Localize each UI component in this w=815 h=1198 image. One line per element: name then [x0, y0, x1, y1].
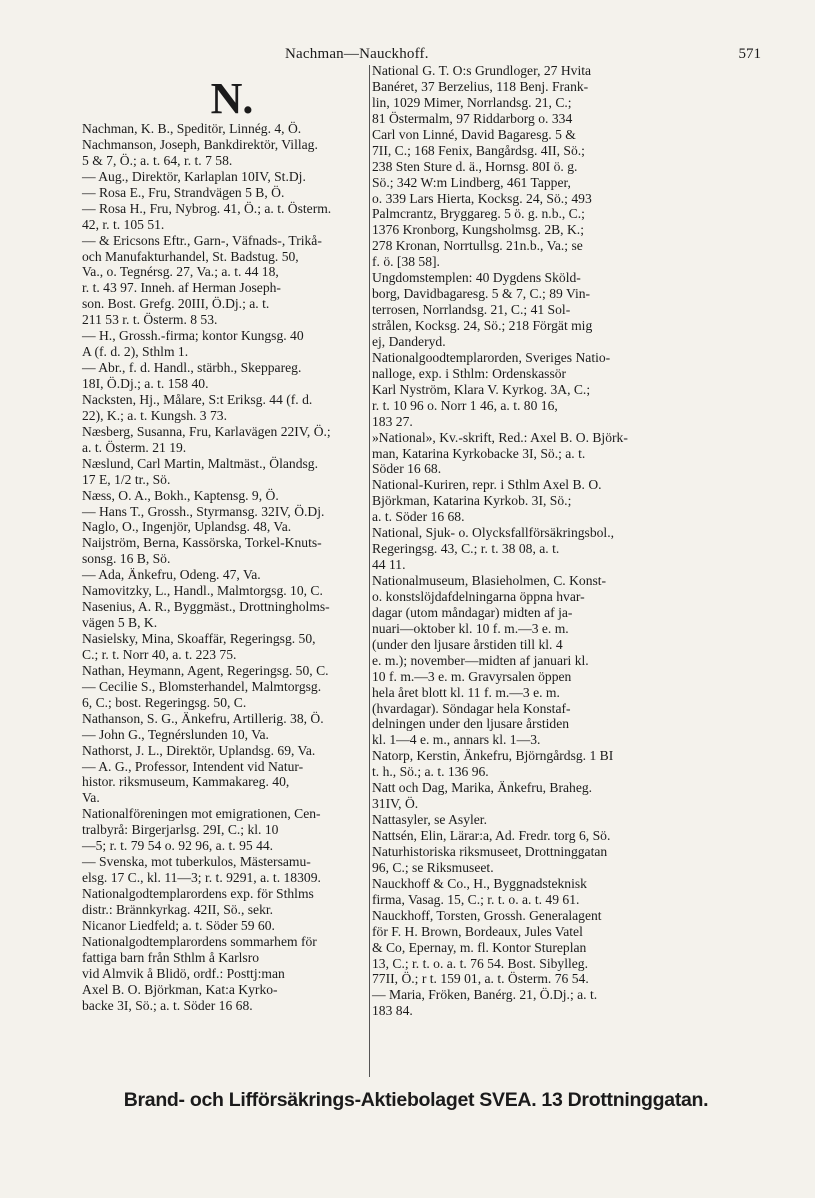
entry-line: Nauckhoff & Co., H., Byggnadsteknisk	[372, 875, 587, 891]
entry-line: Nauckhoff, Torsten, Grossh. Generalagent	[372, 907, 602, 923]
entry-line: (under den ljusare årstiden till kl. 4	[372, 636, 563, 652]
left-column	[82, 63, 370, 1014]
entry-line: Nationalgoodtemplarorden, Sveriges Natio-	[372, 349, 611, 365]
entry-line: — A. G., Professor, Intendent vid Natur-	[82, 758, 304, 774]
left-entries	[82, 121, 370, 1014]
entry-line: Natt och Dag, Marika, Änkefru, Braheg.	[372, 780, 593, 796]
entry-line: elsg. 17 C., kl. 11—3; r. t. 9291, a. t. 18309.	[82, 870, 321, 886]
entry-line: 183 84.	[372, 1003, 413, 1019]
entry-line: Næss, O. A., Bokh., Kaptensg. 9, Ö.	[82, 487, 279, 503]
entry-line: Nasielsky, Mina, Skoaffär, Regeringsg. 50,	[82, 631, 316, 646]
footer-advertisement: Brand- och Lifförsäkrings-Aktiebolaget SVEA. 13 Drottninggatan.	[123, 1089, 709, 1111]
entry-line: r. t. 10 96 o. Norr 1 46, a. t. 80 16,	[372, 397, 558, 413]
entry-line: borg, Davidbagaresg. 5 & 7, C.; 89 Vin-	[372, 286, 591, 302]
entry-line: A (f. d. 2), Sthlm 1.	[82, 344, 189, 360]
entry-line: Nathan, Heymann, Agent, Regeringsg. 50, C.	[82, 662, 329, 678]
entry-line: Björkman, Katarina Kyrkob. 3I, Sö.;	[372, 493, 572, 509]
entry-line: Nasenius, A. R., Byggmäst., Drottningholms-	[82, 599, 330, 615]
entry-line: — Hans T., Grossh., Styrmansg. 32IV, Ö.Dj.	[82, 503, 325, 519]
entry-line: 44 11.	[372, 557, 406, 573]
entry-line: Nattasyler, se Asyler.	[372, 812, 487, 828]
entry-line: a. t. Söder 16 68.	[372, 509, 465, 525]
entry-line: Söder 16 68.	[372, 461, 442, 477]
entry-line: strålen, Kocksg. 24, Sö.; 218 Förgät mig	[372, 318, 593, 333]
entry-line: Ungdomstemplen: 40 Dygdens Sköld-	[372, 270, 581, 286]
entry-line: — & Ericsons Eftr., Garn-, Väfnads-, Trikå-	[82, 232, 322, 248]
entry-line: terrosen, Norrlandsg. 21, C.; 41 Sol-	[372, 302, 571, 318]
entry-line: C.; r. t. Norr 40, a. t. 223 75.	[82, 646, 237, 662]
entry-line: 211 53 r. t. Österm. 8 53.	[82, 312, 218, 328]
entry-line: histor. riksmuseum, Kammakareg. 40,	[82, 774, 290, 790]
entry-line: 6, C.; bost. Regeringsg. 50, C.	[82, 694, 247, 710]
entry-line: ej, Danderyd.	[372, 333, 446, 349]
entry-line: (hvardagar). Söndagar hela Konstaf-	[372, 700, 571, 716]
entry-line: hela året blott kl. 11 f. m.—3 e. m.	[372, 684, 560, 700]
entry-line: Nathanson, S. G., Änkefru, Artillerig. 38, Ö.	[82, 710, 324, 726]
entry-line: e. m.); november—midten af januari kl.	[372, 652, 589, 668]
entry-line: 17 E, 1/2 tr., Sö.	[82, 471, 171, 487]
entry-line: Nachmanson, Joseph, Bankdirektör, Villag.	[82, 136, 318, 152]
entry-line: — Aug., Direktör, Karlaplan 10IV, St.Dj.	[82, 168, 306, 184]
entry-line: National G. T. O:s Grundloger, 27 Hvita	[372, 63, 592, 78]
entry-line: Næsberg, Susanna, Fru, Karlavägen 22IV, Ö.;	[82, 423, 331, 439]
entry-line: Nicanor Liedfeld; a. t. Söder 59 60.	[82, 917, 275, 933]
running-head: Nachman—Nauckhoff.	[285, 46, 429, 62]
entry-line: Nationalföreningen mot emigrationen, Cen-	[82, 806, 321, 822]
entry-line: 96, C.; se Riksmuseet.	[372, 859, 494, 875]
entry-line: Banéret, 37 Berzelius, 118 Benj. Frank-	[372, 78, 589, 94]
entry-line: man, Katarina Kyrkobacke 3I, Sö.; a. t.	[372, 445, 586, 461]
right-entries	[372, 63, 772, 1019]
entry-line: 10 f. m.—3 e. m. Gravyrsalen öppen	[372, 668, 572, 684]
entry-line: Nachman, K. B., Speditör, Linnég. 4, Ö.	[82, 121, 302, 136]
entry-line: lin, 1029 Mimer, Norrlandsg. 21, C.;	[372, 94, 572, 110]
entry-line: kl. 1—4 e. m., annars kl. 1—3.	[372, 732, 541, 748]
entry-line: 77II, Ö.; r t. 159 01, a. t. Österm. 76 54.	[372, 971, 589, 987]
entry-line: firma, Vasag. 15, C.; r. t. o. a. t. 49 61.	[372, 891, 580, 907]
entry-line: tralbyrå: Birgerjarlsg. 29I, C.; kl. 10	[82, 822, 279, 838]
entry-line: — Cecilie S., Blomsterhandel, Malmtorgsg.	[82, 678, 322, 694]
entry-line: nuari—oktober kl. 10 f. m.—3 e. m.	[372, 620, 569, 636]
entry-line: vid Almvik å Blidö, ordf.: Posttj:man	[82, 965, 285, 981]
entry-line: Natorp, Kerstin, Änkefru, Björngårdsg. 1 BI	[372, 748, 614, 764]
entry-line: o. 339 Lars Hierta, Kocksg. 24, Sö.; 493	[372, 190, 592, 206]
entry-line: »National», Kv.-skrift, Red.: Axel B. O. Björk-	[372, 429, 628, 445]
entry-line: — Rosa E., Fru, Strandvägen 5 B, Ö.	[82, 184, 285, 200]
entry-line: Nathorst, J. L., Direktör, Uplandsg. 69, Va.	[82, 742, 316, 758]
entry-line: Nationalgodtemplarordens exp. för Sthlms	[82, 886, 314, 901]
entry-line: nalloge, exp. i Sthlm: Ordenskassör	[372, 365, 567, 381]
entry-line: dagar (utom måndagar) midten af ja-	[372, 604, 573, 620]
entry-line: Nattsén, Elin, Lärar:a, Ad. Fredr. torg 6, Sö.	[372, 828, 611, 843]
entry-line: o. konstslöjdafdelningarna öppna hvar-	[372, 588, 585, 604]
section-letter: N.	[210, 74, 254, 123]
page-number: 571	[738, 46, 761, 62]
entry-line: —5; r. t. 79 54 o. 92 96, a. t. 95 44.	[82, 838, 274, 854]
entry-line: vägen 5 B, K.	[82, 615, 158, 631]
entry-line: 42, r. t. 105 51.	[82, 216, 165, 232]
entry-line: 7II, C.; 168 Fenix, Bangårdsg. 4II, Sö.;	[372, 142, 585, 158]
entry-line: — Ada, Änkefru, Odeng. 47, Va.	[82, 567, 261, 583]
entry-line: 278 Kronan, Norrtullsg. 21n.b., Va.; se	[372, 238, 583, 254]
entry-line: Naglo, O., Ingenjör, Uplandsg. 48, Va.	[82, 519, 292, 535]
entry-line: r. t. 43 97. Inneh. af Herman Joseph-	[82, 280, 281, 296]
entry-line: Palmcrantz, Bryggareg. 5 ö. g. n.b., C.;	[372, 206, 585, 222]
entry-line: 183 27.	[372, 413, 413, 429]
entry-line: National-Kuriren, repr. i Sthlm Axel B. O.	[372, 477, 602, 493]
entry-line: 18I, Ö.Dj.; a. t. 158 40.	[82, 376, 209, 391]
entry-line: — Svenska, mot tuberkulos, Mästersamu-	[82, 854, 311, 870]
entry-line: 5 & 7, Ö.; a. t. 64, r. t. 7 58.	[82, 152, 233, 168]
entry-line: Nacksten, Hj., Målare, S:t Eriksg. 44 (f. d.	[82, 391, 313, 407]
entry-line: och Manufakturhandel, St. Badstug. 50,	[82, 248, 299, 264]
entry-line: Næslund, Carl Martin, Maltmäst., Ölandsg.	[82, 455, 318, 471]
entry-line: fattiga barn från Sthlm å Karlsro	[82, 949, 260, 965]
entry-line: Va., o. Tegnérsg. 27, Va.; a. t. 44 18,	[82, 264, 279, 280]
entry-line: Namovitzky, L., Handl., Malmtorgsg. 10, C.	[82, 583, 323, 599]
entry-line: — John G., Tegnérslunden 10, Va.	[82, 726, 269, 742]
entry-line: 81 Östermalm, 97 Riddarborg o. 334	[372, 110, 573, 126]
entry-line: Nationalgodtemplarordens sommarhem för	[82, 933, 317, 949]
entry-line: Naijström, Berna, Kassörska, Torkel-Knuts-	[82, 535, 322, 551]
entry-line: 238 Sten Sture d. ä., Hornsg. 80I ö. g.	[372, 158, 578, 174]
entry-line: delningen under den ljusare årstiden	[372, 716, 570, 732]
entry-line: — Maria, Fröken, Banérg. 21, Ö.Dj.; a. t.	[372, 987, 598, 1003]
entry-line: National, Sjuk- o. Olycksfallförsäkringsbol.,	[372, 525, 615, 541]
entry-line: 22), K.; a. t. Kungsh. 3 73.	[82, 407, 227, 423]
entry-line: Nationalmuseum, Blasieholmen, C. Konst-	[372, 573, 607, 588]
entry-line: för F. H. Brown, Bordeaux, Jules Vatel	[372, 923, 583, 939]
entry-line: distr.: Brännkyrkag. 42II, Sö., sekr.	[82, 901, 274, 917]
entry-line: a. t. Österm. 21 19.	[82, 439, 187, 455]
entry-line: Karl Nyström, Klara V. Kyrkog. 3A, C.;	[372, 381, 591, 397]
entry-line: backe 3I, Sö.; a. t. Söder 16 68.	[82, 997, 253, 1013]
entry-line: Va.	[82, 790, 100, 806]
column-divider	[369, 65, 370, 1077]
entry-line: son. Bost. Grefg. 20III, Ö.Dj.; a. t.	[82, 296, 270, 312]
entry-line: 1376 Kronborg, Kungsholmsg. 2B, K.;	[372, 222, 584, 238]
right-column	[372, 63, 772, 1019]
entry-line: — Abr., f. d. Handl., stärbh., Skeppareg.	[82, 360, 302, 376]
entry-line: Sö.; 342 W:m Lindberg, 461 Tapper,	[372, 174, 571, 190]
entry-line: f. ö. [38 58].	[372, 254, 440, 270]
entry-line: t. h., Sö.; a. t. 136 96.	[372, 764, 489, 780]
entry-line: Carl von Linné, David Bagaresg. 5 &	[372, 126, 576, 142]
entry-line: sonsg. 16 B, Sö.	[82, 551, 171, 567]
entry-line: 31IV, Ö.	[372, 796, 419, 812]
entry-line: — H., Grossh.-firma; kontor Kungsg. 40	[82, 328, 304, 344]
entry-line: — Rosa H., Fru, Nybrog. 41, Ö.; a. t. Österm.	[82, 200, 332, 216]
entry-line: Axel B. O. Björkman, Kat:a Kyrko-	[82, 981, 278, 997]
entry-line: 13, C.; r. t. o. a. t. 76 54. Bost. Sibylleg.	[372, 955, 588, 971]
entry-line: Naturhistoriska riksmuseet, Drottninggatan	[372, 843, 608, 859]
entry-line: Regeringsg. 43, C.; r. t. 38 08, a. t.	[372, 541, 560, 557]
entry-line: & Co, Epernay, m. fl. Kontor Stureplan	[372, 939, 587, 955]
